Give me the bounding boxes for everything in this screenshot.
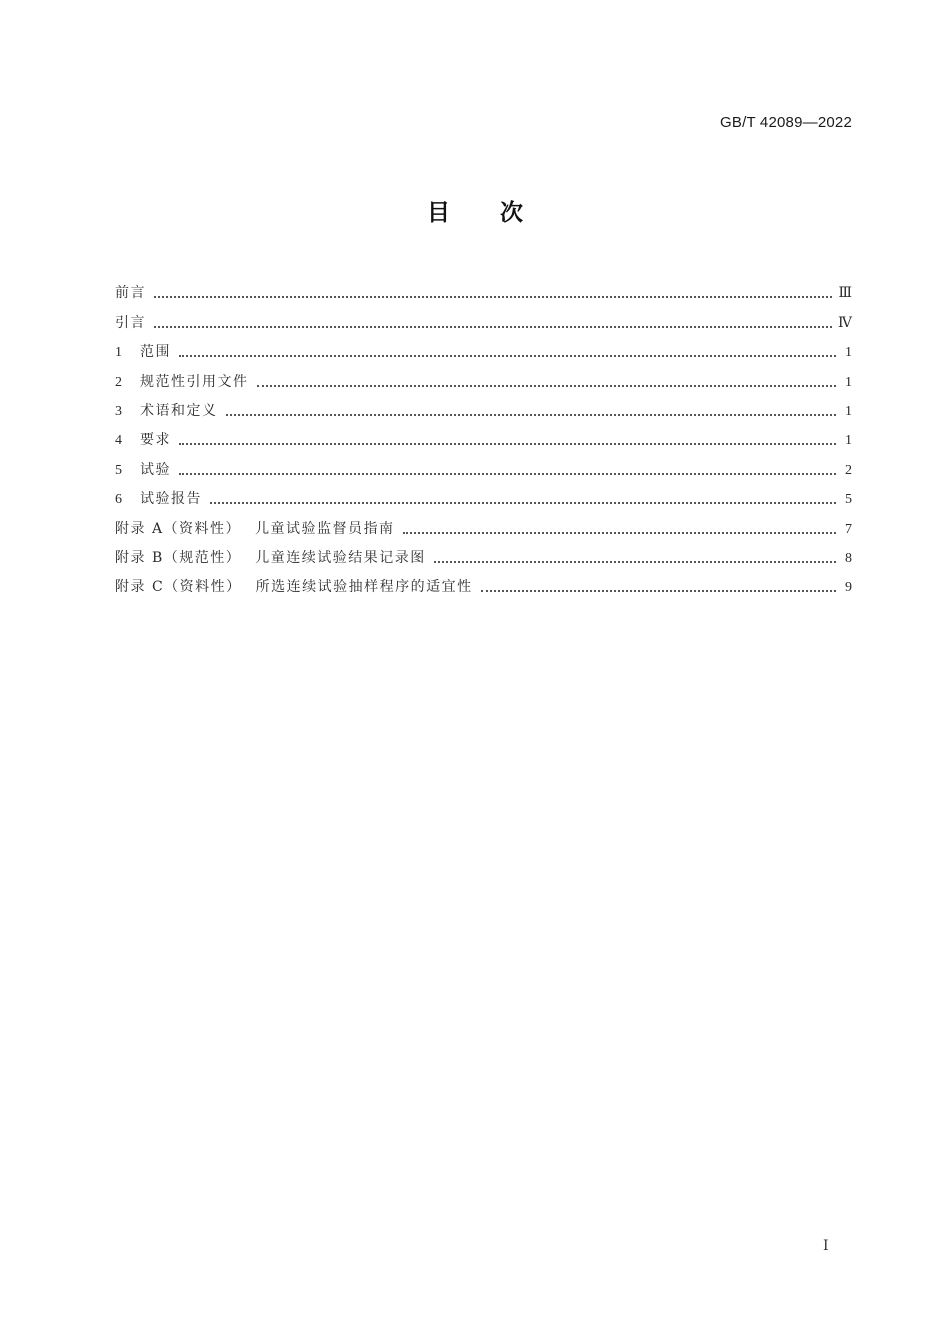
dot-leader bbox=[154, 326, 832, 328]
dot-leader bbox=[210, 502, 836, 504]
toc-annex-title: 儿童连续试验结果记录图 bbox=[255, 549, 426, 566]
toc-label: 要求 bbox=[140, 432, 171, 449]
toc-page-number: Ⅳ bbox=[838, 315, 852, 331]
title-part-2: 次 bbox=[500, 200, 523, 226]
table-of-contents bbox=[115, 273, 852, 596]
toc-entry-foreword[interactable] bbox=[115, 273, 852, 302]
toc-label: 试验报告 bbox=[140, 491, 202, 508]
page-number: Ⅰ bbox=[823, 1239, 829, 1254]
toc-entry-terms-definitions[interactable] bbox=[115, 391, 852, 420]
dot-leader bbox=[179, 443, 836, 445]
dot-leader bbox=[257, 385, 837, 387]
toc-entry-annex-c[interactable] bbox=[115, 567, 852, 596]
toc-entry-normative-references[interactable] bbox=[115, 361, 852, 390]
toc-entry-annex-a[interactable] bbox=[115, 508, 852, 537]
toc-label: 规范性引用文件 bbox=[140, 373, 249, 390]
dot-leader bbox=[179, 473, 836, 475]
toc-page-number: 7 bbox=[845, 521, 852, 537]
page-title bbox=[0, 194, 950, 227]
toc-label: 引言 bbox=[115, 314, 146, 331]
dot-leader bbox=[154, 296, 832, 298]
toc-entry-test-report[interactable] bbox=[115, 479, 852, 508]
toc-section-number: 5 bbox=[115, 462, 124, 478]
toc-label: 试验 bbox=[140, 461, 171, 478]
toc-label: 前言 bbox=[115, 285, 146, 302]
toc-label: 术语和定义 bbox=[140, 402, 218, 419]
toc-page-number: 1 bbox=[845, 433, 852, 449]
toc-annex-label: 附录 C（资料性） bbox=[115, 579, 242, 596]
dot-leader bbox=[179, 355, 836, 357]
toc-section-number: 4 bbox=[115, 433, 124, 449]
toc-section-number: 2 bbox=[115, 374, 124, 390]
toc-annex-label: 附录 B（规范性） bbox=[115, 549, 242, 566]
toc-annex-title: 所选连续试验抽样程序的适宜性 bbox=[255, 579, 473, 596]
dot-leader bbox=[403, 532, 836, 534]
title-part-1: 目 bbox=[427, 200, 450, 226]
standard-number: GB/T 42089—2022 bbox=[720, 114, 852, 131]
toc-page-number: 1 bbox=[845, 345, 852, 361]
toc-section-number: 6 bbox=[115, 492, 124, 508]
toc-entry-tests[interactable] bbox=[115, 449, 852, 478]
toc-page-number: 1 bbox=[845, 374, 852, 390]
toc-section-number: 1 bbox=[115, 345, 124, 361]
toc-entry-requirements[interactable] bbox=[115, 420, 852, 449]
toc-entry-scope[interactable] bbox=[115, 332, 852, 361]
toc-entry-annex-b[interactable] bbox=[115, 538, 852, 567]
toc-section-number: 3 bbox=[115, 403, 124, 419]
dot-leader bbox=[226, 414, 837, 416]
toc-page-number: 5 bbox=[845, 492, 852, 508]
toc-page-number: 8 bbox=[845, 550, 852, 566]
toc-annex-label: 附录 A（资料性） bbox=[115, 520, 242, 537]
dot-leader bbox=[481, 590, 836, 592]
toc-page-number: 2 bbox=[845, 462, 852, 478]
toc-entry-introduction[interactable] bbox=[115, 302, 852, 331]
toc-page-number: 1 bbox=[845, 403, 852, 419]
toc-page-number: Ⅲ bbox=[838, 286, 852, 302]
toc-page-number: 9 bbox=[845, 580, 852, 596]
toc-label: 范围 bbox=[140, 344, 171, 361]
toc-annex-title: 儿童试验监督员指南 bbox=[255, 520, 395, 537]
dot-leader bbox=[434, 561, 836, 563]
